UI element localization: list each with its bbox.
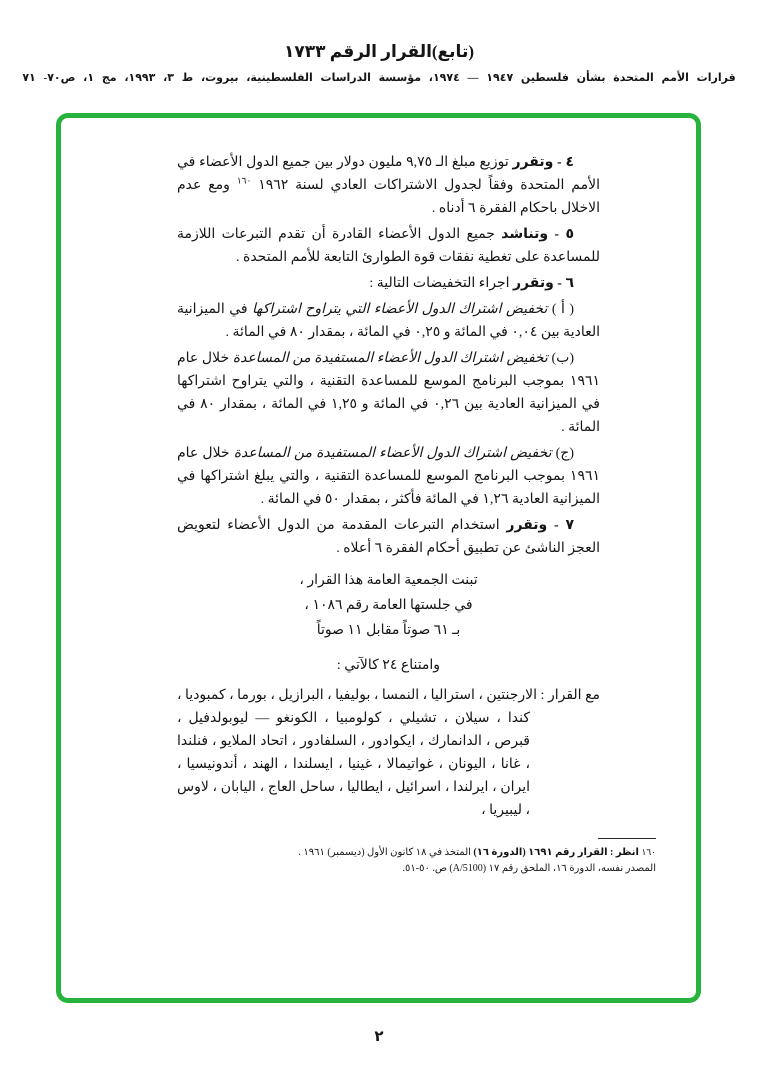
clause-7-text: استخدام التبرعات المقدمة من الدول الأعضاء لتعويض العجز الناشئ عن تطبيق أحكام الفقرة ٦ أعلاه . [177, 518, 600, 556]
footnote-divider [598, 838, 656, 839]
footnotes-block [177, 838, 656, 877]
clause-4-text: توزيع مبلغ الـ ٩,٧٥ مليون دولار بين جميع الدول الأعضاء في الأمم المتحدة وفقاً لجدول الاشتراكات العادي لسنة ١٩٦٢ [177, 155, 600, 193]
clause-6-lead: ٦ - وتقرر [512, 276, 574, 291]
footnote-ref-160: ١٦٠ [236, 175, 252, 186]
clause-6 [177, 272, 600, 295]
subclause-b-marker: (ب) [551, 351, 575, 366]
footnote-160-marker: ١٦٠ [641, 847, 656, 857]
clause-4 [177, 151, 600, 220]
page-number: ٢ [374, 1029, 384, 1045]
document-header [0, 42, 758, 84]
resolution-body [177, 151, 656, 877]
footnote-160-text: المتخذ في ١٨ كانون الأول (ديسمبر) ١٩٦١ . [298, 847, 474, 858]
subclause-a [177, 298, 600, 344]
footnote-source-text: المصدر نفسه، الدورة ١٦، الملحق رقم ١٧ (A/5100) ص. ٥٠-٥١. [402, 863, 656, 874]
clause-7-lead: ٧ - وتقرر [506, 518, 575, 533]
subclause-a-lead: تخفيض اشتراك الدول الأعضاء التي يتراوح اشتراكها [252, 302, 548, 317]
adoption-line-1: تبنت الجمعية العامة هذا القرار ، [299, 573, 478, 588]
source-citation: قرارات الأمم المتحدة بشأن فلسطين ١٩٤٧ — ١٩٧٤، مؤسسة الدراسات الفلسطينية، بيروت، ط ٣، ١٩٩٣، مج ١، ص٧٠- ٧١ [22, 72, 736, 84]
subclause-b-text: خلال عام ١٩٦١ بموجب البرنامج الموسع للمساعدة التقنية ، والتي يتراوح اشتراكها في الميزانية العادية بين ٠,٢٦ في المائة و ١,٢٥ في المائة ، بمقدار ٨٠ في المائة . [177, 351, 600, 435]
clause-6-text: اجراء التخفيضات التالية : [369, 276, 513, 291]
footnote-160-reference: انظر : القرار رقم ١٦٩١ (الدورة ١٦) [473, 847, 642, 858]
adoption-line-2: في جلستها العامة رقم ١٠٨٦ ، [304, 598, 473, 613]
vote-for-list [177, 684, 600, 822]
abstention-line: وامتناع ٢٤ كالآتي : [336, 658, 441, 673]
clause-7 [177, 514, 600, 560]
clause-4-text-cont: ومع عدم الاخلال باحكام الفقرة ٦ أدناه . [177, 178, 600, 216]
green-frame [56, 113, 701, 1003]
clause-5-text: جميع الدول الأعضاء القادرة أن تقدم التبرعات اللازمة للمساعدة على تغطية نفقات قوة الطوارئ التابعة للأمم المتحدة . [177, 227, 600, 265]
vote-for-label: مع القرار : [540, 688, 601, 703]
subclause-c-text: خلال عام ١٩٦١ بموجب البرنامج الموسع للمساعدة التقنية ، والتي يبلغ اشتراكها في الميزانية العادية ١,٢٦ في المائة فأكثر ، بمقدار ٥٠ في المائة . [177, 446, 600, 507]
footnote-160 [177, 844, 656, 861]
subclause-a-text: في الميزانية العادية بين ٠,٠٤ في المائة و ٠,٢٥ في المائة ، بمقدار ٨٠ في المائة . [177, 302, 600, 340]
resolution-title: (تابع)القرار الرقم ١٧٣٣ [284, 42, 474, 61]
subclause-b [177, 347, 600, 439]
subclause-c [177, 442, 600, 511]
adoption-line-3: بـ ٦١ صوتاً مقابل ١١ صوتاً [316, 623, 461, 638]
vote-for-countries: الارجنتين ، استراليا ، النمسا ، بوليفيا ، البرازيل ، بورما ، كمبوديا ، كندا ، سيلان ، تشيلي ، كولومبيا ، الكونغو — ليوبولدفيل ، قبرص ، الدانمارك ، ايكوادور ، السلفادور ، اتحاد الملايو ، فنلندا ، غانا ، اليونان ، غواتيمالا ، غينيا ، ايسلندا ، الهند ، أندونيسيا ، ايران ، ايرلندا ، اسرائيل ، ايطاليا ، ساحل العاج ، اليابان ، لاوس ، ليبيريا ، [177, 688, 538, 818]
clause-5 [177, 223, 600, 269]
adoption-statement [177, 569, 600, 677]
clause-4-lead: ٤ - وتقرر [512, 155, 574, 170]
subclause-c-marker: (ج) [555, 446, 575, 461]
subclause-b-lead: تخفيض اشتراك الدول الأعضاء المستفيدة من المساعدة [232, 351, 548, 366]
subclause-a-marker: ( أ ) [551, 302, 575, 317]
subclause-c-lead: تخفيض اشتراك الدول الأعضاء المستفيدة من المساعدة [233, 446, 552, 461]
footnote-source [177, 861, 656, 877]
clause-5-lead: ٥ - وتناشد [501, 227, 574, 242]
